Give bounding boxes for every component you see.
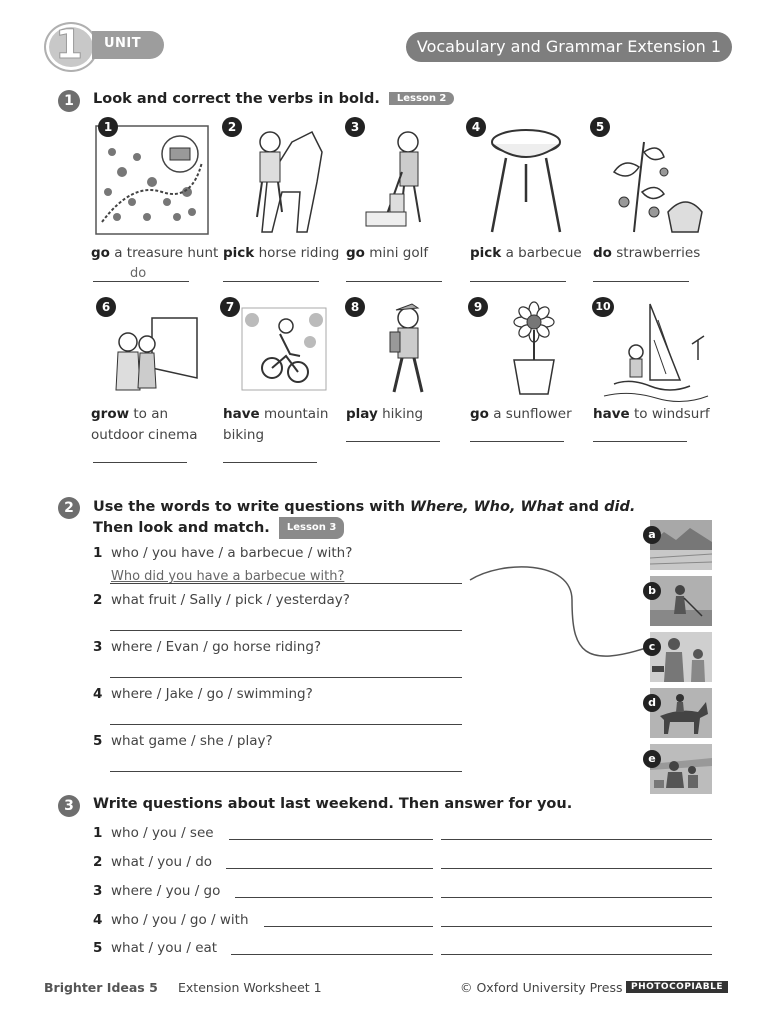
question-1-line[interactable] xyxy=(110,583,462,584)
picture-number-2: 2 xyxy=(222,117,242,137)
prompt-2-question-line[interactable] xyxy=(226,868,433,869)
picture-number-7: 7 xyxy=(220,297,240,317)
picture-10 xyxy=(600,300,712,404)
prompt-3-answer-line[interactable] xyxy=(441,897,712,898)
answer-line-1[interactable] xyxy=(93,281,189,282)
exercise-3-title: Write questions about last weekend. Then answer for you. xyxy=(93,796,573,812)
question-2: 2 what fruit / Sally / pick / yesterday? xyxy=(93,592,350,608)
match-picture-d xyxy=(650,688,712,738)
item-4-label: pick a barbecue xyxy=(470,245,582,261)
item-8-label: play hiking xyxy=(346,406,424,422)
answer-line-5[interactable] xyxy=(593,281,689,282)
prompt-5: 5 what / you / eat xyxy=(93,940,218,956)
prompt-1-question-line[interactable] xyxy=(229,839,433,840)
match-letter-a: a xyxy=(643,526,661,544)
prompt-4: 4 who / you / go / with xyxy=(93,912,249,928)
item-3-label: go mini golf xyxy=(346,245,429,261)
picture-5 xyxy=(594,122,712,238)
picture-number-9: 9 xyxy=(468,297,488,317)
page-title: Vocabulary and Grammar Extension 1 xyxy=(406,32,732,62)
family-barbecue-icon xyxy=(650,632,712,682)
picture-9 xyxy=(500,300,570,400)
question-4-line[interactable] xyxy=(110,724,462,725)
exercise-1-number: 1 xyxy=(58,90,80,112)
match-picture-b xyxy=(650,576,712,626)
horse-riding-photo-icon xyxy=(650,688,712,738)
picture-number-10: 10 xyxy=(592,297,614,317)
lake-landscape-icon xyxy=(650,520,712,570)
picture-2 xyxy=(222,122,340,238)
picture-8 xyxy=(372,300,442,400)
item-7-label: have mountain biking xyxy=(223,406,329,443)
unit-number: 1 xyxy=(55,22,83,68)
children-playing-icon xyxy=(650,744,712,794)
answer-line-7[interactable] xyxy=(223,462,317,463)
question-3-line[interactable] xyxy=(110,677,462,678)
prompt-5-question-line[interactable] xyxy=(231,954,433,955)
exercise-3-number: 3 xyxy=(58,795,80,817)
hiker-icon xyxy=(372,300,442,400)
answer-line-4[interactable] xyxy=(470,281,566,282)
person-fishing-icon xyxy=(650,576,712,626)
barbecue-icon xyxy=(470,122,588,238)
exercise-1-lesson-tag: Lesson 2 xyxy=(389,92,455,105)
strawberries-icon xyxy=(594,122,712,238)
exercise-2-number: 2 xyxy=(58,497,80,519)
match-letter-b: b xyxy=(643,582,661,600)
item-2-label: pick horse riding xyxy=(223,245,340,261)
picture-number-8: 8 xyxy=(345,297,365,317)
mountain-bike-icon xyxy=(240,306,328,392)
item-5-label: do strawberries xyxy=(593,245,701,261)
question-4: 4 where / Jake / go / swimming? xyxy=(93,686,313,702)
photocopiable-badge: PHOTOCOPIABLE xyxy=(626,981,728,993)
prompt-1: 1 who / you / see xyxy=(93,825,214,841)
match-picture-c xyxy=(650,632,712,682)
cinema-icon xyxy=(92,300,210,416)
answer-line-6[interactable] xyxy=(93,462,187,463)
question-5-line[interactable] xyxy=(110,771,462,772)
picture-4 xyxy=(470,122,588,238)
answer-line-8[interactable] xyxy=(346,441,440,442)
answer-line-3[interactable] xyxy=(346,281,442,282)
match-letter-e: e xyxy=(643,750,661,768)
answer-line-10[interactable] xyxy=(593,441,687,442)
prompt-2-answer-line[interactable] xyxy=(441,868,712,869)
picture-1 xyxy=(92,122,210,238)
picture-number-3: 3 xyxy=(345,117,365,137)
prompt-3: 3 where / you / go xyxy=(93,883,221,899)
question-2-line[interactable] xyxy=(110,630,462,631)
answer-line-9[interactable] xyxy=(470,441,564,442)
picture-number-5: 5 xyxy=(590,117,610,137)
footer-brand: Brighter Ideas 5 xyxy=(44,980,158,995)
question-1: 1 who / you have / a barbecue / with? xyxy=(93,545,353,561)
item-1-answer[interactable]: do xyxy=(130,266,147,281)
footer-copyright: © Oxford University Press xyxy=(460,980,623,995)
sunflower-icon xyxy=(500,300,570,400)
prompt-5-answer-line[interactable] xyxy=(441,954,712,955)
item-1-label: go a treasure hunt xyxy=(91,245,219,261)
question-1-answer[interactable]: Who did you have a barbecue with? xyxy=(111,569,345,584)
picture-number-6: 6 xyxy=(96,297,116,317)
picture-number-4: 4 xyxy=(466,117,486,137)
exercise-1-title xyxy=(93,91,454,107)
item-6-label: grow to an outdoor cinema xyxy=(91,406,198,443)
picture-number-1: 1 xyxy=(98,117,118,137)
match-connector-line xyxy=(462,560,662,670)
prompt-4-question-line[interactable] xyxy=(264,926,433,927)
picture-6 xyxy=(92,300,210,416)
match-picture-e xyxy=(650,744,712,794)
picture-7 xyxy=(240,306,328,392)
horse-rider-icon xyxy=(222,122,340,238)
prompt-3-question-line[interactable] xyxy=(235,897,433,898)
question-5: 5 what game / she / play? xyxy=(93,733,273,749)
answer-line-2[interactable] xyxy=(223,281,319,282)
footer-worksheet: Extension Worksheet 1 xyxy=(178,980,322,995)
exercise-2-title: Use the words to write questions with Where, Who, What and did. Then look and match. Lesson 3 xyxy=(93,497,635,539)
item-9-label: go a sunflower xyxy=(470,406,572,422)
prompt-4-answer-line[interactable] xyxy=(441,926,712,927)
match-picture-a xyxy=(650,520,712,570)
treasure-map-icon xyxy=(92,122,210,238)
exercise-2-lesson-tag: Lesson 3 xyxy=(279,517,345,539)
match-letter-c: c xyxy=(643,638,661,656)
exercise-1-instruction: Look and correct the verbs in bold. xyxy=(93,91,380,107)
item-10-label: have to windsurf xyxy=(593,406,710,422)
question-3: 3 where / Evan / go horse riding? xyxy=(93,639,322,655)
match-letter-d: d xyxy=(643,694,661,712)
windsurf-icon xyxy=(600,300,712,404)
prompt-1-answer-line[interactable] xyxy=(441,839,712,840)
prompt-2: 2 what / you / do xyxy=(93,854,213,870)
mini-golf-icon xyxy=(346,122,464,238)
unit-label: UNIT xyxy=(104,36,142,51)
picture-3 xyxy=(346,122,464,238)
